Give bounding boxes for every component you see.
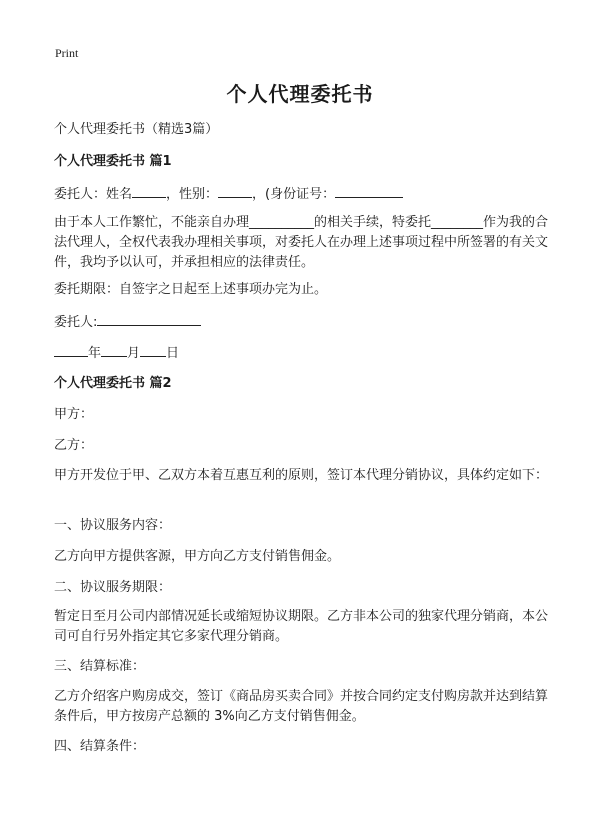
item1-title: 一、协议服务内容： xyxy=(54,518,172,533)
gender-blank xyxy=(218,183,252,198)
item2-text: 暂定日至月公司内部情况延长或缩短协议期限。乙方非本公司的独家代理分销商，本公司可自行另外指定其它多家代理分销商。 xyxy=(54,609,549,644)
gender-label: ，性别： xyxy=(166,187,219,202)
id-number-blank xyxy=(335,183,403,198)
document-subtitle: 个人代理委托书（精选3篇） xyxy=(54,122,219,137)
print-label: Print xyxy=(55,46,79,60)
signature-blank xyxy=(97,311,201,326)
party-b: 乙方： xyxy=(54,438,94,453)
name-blank xyxy=(132,183,166,198)
item3-title: 三、结算标准： xyxy=(54,659,146,674)
section1-heading: 个人代理委托书 篇1 xyxy=(54,154,172,169)
month-blank xyxy=(101,342,127,357)
delegation-period: 委托期限：自签字之日起至上述事项办完为止。 xyxy=(54,282,328,297)
party-a: 甲方： xyxy=(54,407,94,422)
item4-title: 四、结算条件： xyxy=(54,739,146,754)
item2-title: 二、协议服务期限： xyxy=(54,580,172,595)
signature-line xyxy=(54,311,201,333)
item1-text: 乙方向甲方提供客源，甲方向乙方支付销售佣金。 xyxy=(54,549,341,564)
id-number-label: ，(身份证号： xyxy=(252,187,336,202)
section1-body: 由于本人工作繁忙，不能亲自办理__________的相关手续，特委托________作为我的合法代理人，全权代表我办理相关事项，对委托人在办理上述事项过程中所签署的有关文件，我均予以认可，并承担相应的法律责任。 xyxy=(54,215,549,270)
month-label: 月 xyxy=(127,346,141,361)
day-blank xyxy=(140,342,166,357)
item3-text: 乙方介绍客户购房成交，签订《商品房买卖合同》并按合同约定支付购房款并达到结算条件后，甲方按房产总额的 3%向乙方支付销售佣金。 xyxy=(54,689,549,724)
document-title: 个人代理委托书 xyxy=(226,82,374,106)
section2-heading: 个人代理委托书 篇2 xyxy=(54,376,172,391)
date-line xyxy=(54,342,179,364)
day-label: 日 xyxy=(166,346,180,361)
principal-name-label: 委托人：姓名 xyxy=(54,187,133,202)
year-blank xyxy=(54,342,88,357)
section2-intro: 甲方开发位于甲、乙双方本着互惠互利的原则，签订本代理分销协议，具体约定如下： xyxy=(54,468,549,483)
year-label: 年 xyxy=(88,346,102,361)
signature-label: 委托人: xyxy=(54,315,98,330)
principal-info-line xyxy=(54,183,403,205)
